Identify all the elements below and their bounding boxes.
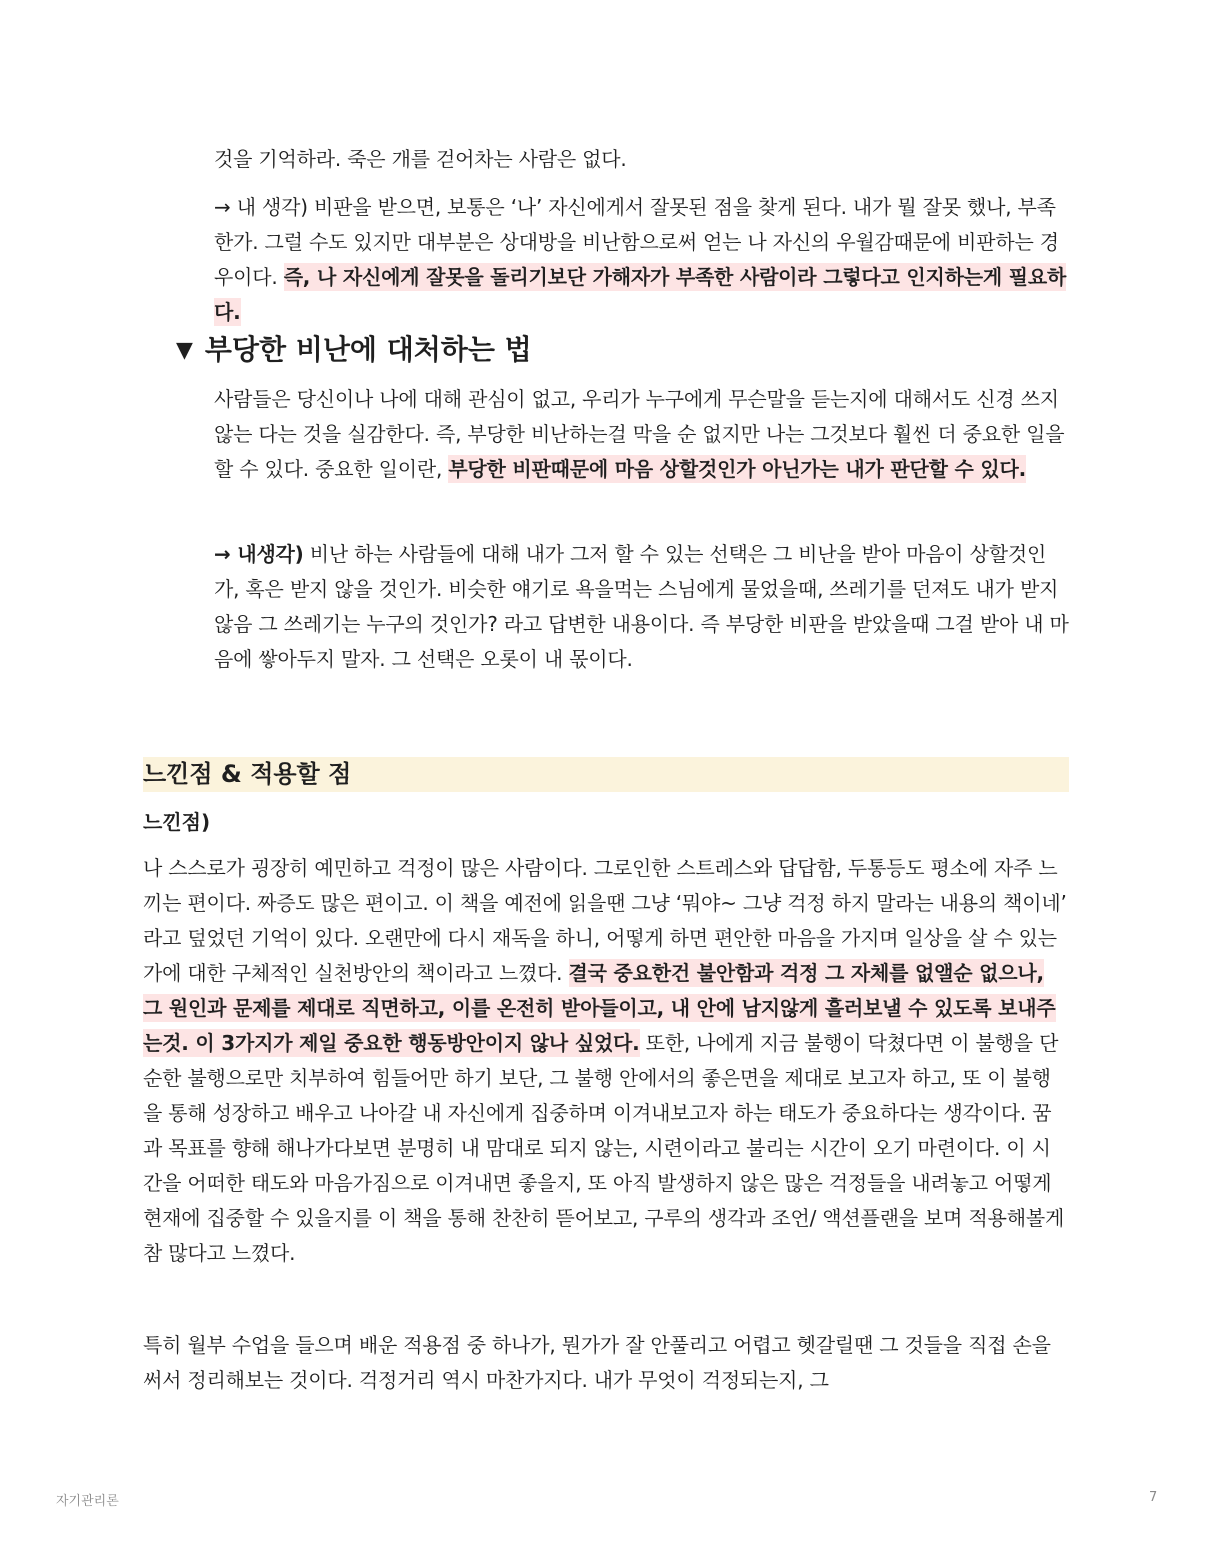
paragraph-quote-end xyxy=(214,142,1069,177)
paragraph-text: 나 스스로가 굉장히 예민하고 걱정이 많은 사람이다. 그로인한 스트레스와 답답함, 두통등도 평소에 자주 느끼는 편이다. 짜증도 많은 편이고. 이 책을 예전에 읽을땐 그냥 ‘뭐야~ 그냥 걱정 하지 말라는 내용의 책이네’ 라고 덮었던 기억이 있다. 오랜만에 다시 재독을 하니, 어떻게 하면 편안한 마음을 가지며 일상을 살 수 있는가에 대한 구체적인 실천방안의 책이라고 느꼈다. xyxy=(143,856,1067,985)
paragraph-text: 비난 하는 사람들에 대해 내가 그저 할 수 있는 선택은 그 비난을 받아 마음이 상할것인가, 혹은 받지 않을 것인가. 비슷한 얘기로 욕을먹는 스님에게 물었을때, 쓰레기를 던져도 내가 받지 않음 그 쓰레기는 누구의 것인가? 라고 답변한 내용이다. 즉 부당한 비판을 받았을때 그걸 받아 내 마음에 쌓아두지 말자. 그 선택은 오롯이 내 몫이다. xyxy=(214,542,1069,671)
toggle-heading-title: 부당한 비난에 대처하는 법 xyxy=(204,333,532,366)
paragraph-text: 사람들은 당신이나 나에 대해 관심이 없고, 우리가 누구에게 무슨말을 듣는지에 대해서도 신경 쓰지 않는 다는 것을 실감한다. 즉, 부당한 비난하는걸 막을 순 없지만 나는 그것보다 훨씬 더 중요한 일을 할 수 있다. 중요한 일이란, xyxy=(214,387,1065,481)
footer-title: 자기관리론 xyxy=(56,1494,119,1509)
bold-lead-text: → 내생각) xyxy=(214,542,304,566)
paragraph-unjust-criticism xyxy=(214,382,1069,487)
toggle-triangle-icon[interactable]: ▼ xyxy=(176,338,193,363)
paragraph-application xyxy=(143,1328,1069,1398)
paragraph-text: 것을 기억하라. 죽은 개를 걷어차는 사람은 없다. xyxy=(214,147,627,171)
paragraph-my-thought-1 xyxy=(214,190,1069,330)
paragraph-impressions xyxy=(143,851,1069,1271)
section-heading: 느낀점 & 적용할 점 xyxy=(143,760,352,788)
paragraph-text: 또한, 나에게 지금 불행이 닥쳤다면 이 불행을 단순한 불행으로만 치부하여 힘들어만 하기 보단, 그 불행 안에서의 좋은면을 제대로 보고자 하고, 또 이 불행을 통해 성장하고 배우고 나아갈 내 자신에게 집중하며 이겨내보고자 하는 태도가 중요하다는 생각이다. 꿈과 목표를 향해 해나가다보면 분명히 내 맘대로 되지 않는, 시련이라고 불리는 시간이 오기 마련이다. 이 시간을 어떠한 태도와 마음가짐으로 이겨내면 좋을지, 또 아직 발생하지 않은 많은 걱정들을 내려놓고 어떻게 현재에 집중할 수 있을지를 이 책을 통해 찬찬히 뜯어보고, 구루의 생각과 조언/ 액션플랜을 보며 적용해볼게 참 많다고 느꼈다. xyxy=(143,1031,1065,1265)
paragraph-text: → 내 생각) 비판을 받으면, 보통은 ‘나’ 자신에게서 잘못된 점을 찾게 된다. 내가 뭘 잘못 했나, 부족한가. 그럴 수도 있지만 대부분은 상대방을 비난함으로써 얻는 나 자신의 우월감때문에 비판하는 경우이다. xyxy=(214,195,1059,289)
highlighted-text: 결국 중요한건 불안함과 걱정 그 자체를 없앨순 없으나, 그 원인과 문제를 제대로 직면하고, 이를 온전히 받아들이고, 내 안에 남지않게 흘러보낼 수 있도록 보내주는것. 이 3가지가 제일 중요한 행동방안이지 않나 싶었다. xyxy=(143,961,1056,1055)
page-number: 7 xyxy=(1149,1490,1158,1505)
subheading: 느낀점) xyxy=(143,810,211,834)
toggle-heading[interactable] xyxy=(176,328,532,375)
paragraph-text: 특히 월부 수업을 들으며 배운 적용점 중 하나가, 뭔가가 잘 안풀리고 어렵고 헷갈릴땐 그 것들을 직접 손을 써서 정리해보는 것이다. 걱정거리 역시 마찬가지다. 내가 무엇이 걱정되는지, 그 xyxy=(143,1333,1051,1392)
highlighted-text: 즉, 나 자신에게 잘못을 돌리기보단 가해자가 부족한 사람이라 그렇다고 인지하는게 필요하다. xyxy=(214,265,1067,324)
paragraph-my-thought-2 xyxy=(214,537,1069,677)
highlighted-text: 부당한 비판때문에 마음 상할것인가 아닌가는 내가 판단할 수 있다. xyxy=(448,457,1027,481)
